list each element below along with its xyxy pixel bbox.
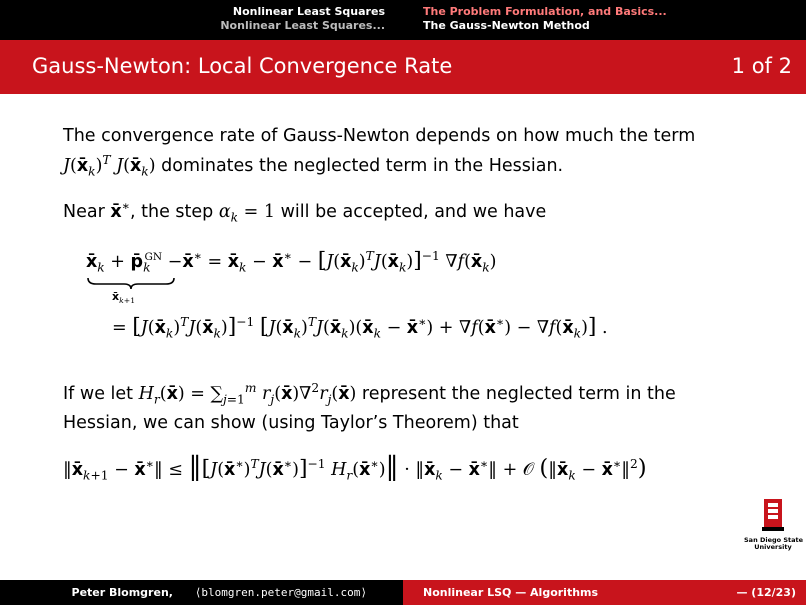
nav-section-link-2[interactable]: The Problem Formulation, and Basics... [423,5,667,18]
x-star-expr: x̄∗ [110,199,130,223]
gn-update-equation: $x̄_k$ + $p̄_k^{GN}$ −x̄∗ = $x̄_k$ − x̄∗ − $[J(x̄_k)^TJ(x̄_k)]^{-1}$ $\nabla f(x̄_k)$ [86,248,497,275]
footer-bar [0,580,806,605]
footer-short-title: Nonlinear LSQ — Algorithms [423,586,599,599]
gn-error-equation: = $[J(x̄_k)^TJ(x̄_k)]^{-1}$ [$J(x̄_k)^TJ(x̄_k)(x̄_k$ − x̄∗) + ∇f(x̄∗) − $\nabla f(x̄_k)$] . [112,314,608,341]
paragraph-3-line-2: Hessian, we can show (using Taylor’s Theorem) that [63,413,519,434]
nav-subsection-link[interactable]: Nonlinear Least Squares... [220,19,385,32]
title-bar [0,40,806,94]
slide-title: Gauss-Newton: Local Convergence Rate [32,54,453,78]
hessian-term-expr: $H_r(x̄) = \sum_{j=1}^m$ $r_j(x̄)\nabla^2r_j(x̄)$ [138,381,357,407]
paragraph-2 [63,194,753,229]
paragraph-2-step: , the step [129,202,214,223]
jacobian-product-expr: $J(x̄_k)^T$ $J(x̄_k)$ [63,153,156,179]
top-navigation-bar [0,0,806,40]
paragraph-3-rest: represent the neglected term in the [361,383,676,404]
subsection-nav [403,0,806,40]
underbrace [86,276,176,290]
slide-body-2 [63,376,753,435]
footer-author [0,580,403,605]
footer-email: ⟨blomgren.peter@gmail.com⟩ [194,586,367,599]
footer-page-number: — (12/23) [736,586,796,599]
paragraph-3-if: If we let [63,383,134,404]
footer-author-name: Peter Blomgren, [71,586,173,599]
paragraph-2-near: Near [63,202,105,223]
paragraph-3 [63,376,753,435]
footer-title-block [403,580,806,605]
paragraph-1-line-2: dominates the neglected term in the Hessian. [161,155,564,176]
underbrace-label: $x̄_{k+1}$ [112,290,136,306]
slide-part-counter: 1 of 2 [731,54,792,78]
nav-subsection-link-active[interactable]: The Gauss-Newton Method [423,19,590,32]
logo-text-line-2: University [754,543,792,551]
convergence-inequality: $‖x̄_{k+1}$ − x̄∗‖ ≤ ‖[J(x̄∗)$^T$J(x̄∗)]$^{-1}$ $H_r(x̄^∗)‖$ · $‖x̄_k$ − x̄∗‖ + 𝒪 ($‖x̄_k$ − x̄∗‖$^2$) [63,452,647,483]
alpha-expr: $\alpha_k = 1$ [218,202,276,225]
paragraph-1 [63,124,753,183]
paragraph-1-line-1: The convergence rate of Gauss-Newton depends on how much the term [63,126,696,146]
paragraph-2-rest: will be accepted, and we have [280,202,547,223]
section-nav [0,0,403,40]
logo-text-line-1: San Diego State [744,536,804,544]
slide-body [63,124,753,230]
nav-section-link[interactable]: Nonlinear Least Squares [232,5,385,18]
university-logo [744,497,802,551]
sdsu-emblem-icon [760,497,786,533]
